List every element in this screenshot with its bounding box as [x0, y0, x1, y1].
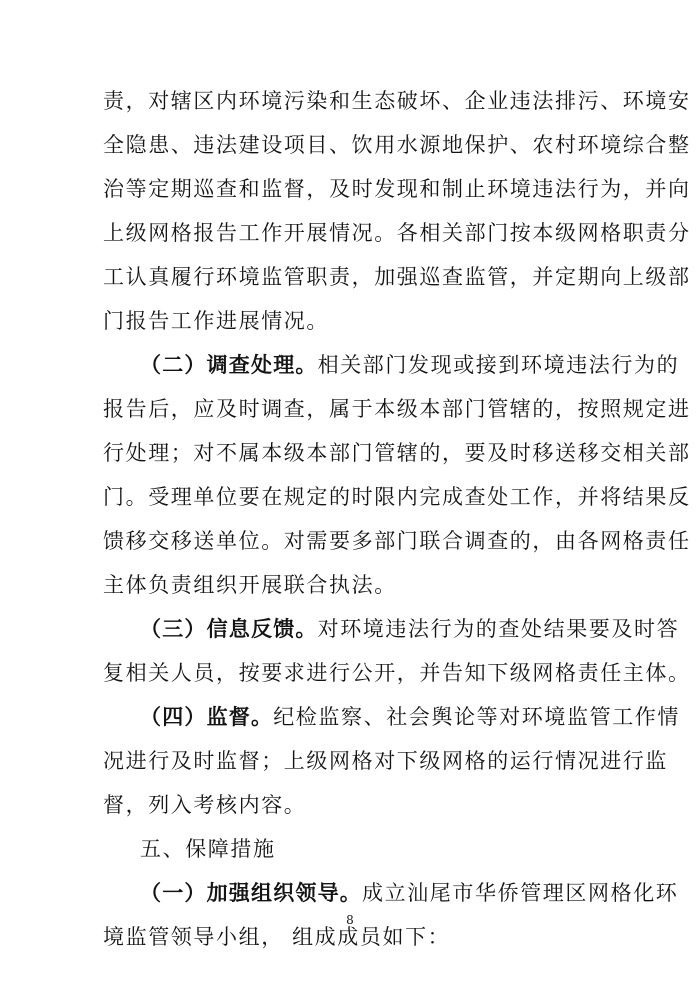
paragraph-line: 全隐患、违法建设项目、饮用水源地保护、农村环境综合整 — [103, 133, 691, 157]
paragraph-line: 复相关人员，按要求进行公开，并告知下级网格责任主体。 — [103, 661, 691, 685]
section-text: 纪检监察、社会舆论等对环境监管工作情 — [273, 705, 681, 729]
section-title-safeguards: 五、保障措施 — [140, 837, 276, 861]
section-text: 相关部门发现或接到环境违法行为的 — [317, 353, 680, 377]
paragraph-line: 门。受理单位要在规定的时限内完成查处工作，并将结果反 — [103, 485, 691, 509]
paragraph-line: 门报告工作进展情况。 — [103, 309, 329, 333]
page-number: 8 — [346, 913, 354, 927]
paragraph-line: 主体负责组织开展联合执法。 — [103, 573, 397, 597]
paragraph-line: 上级网格报告工作开展情况。各相关部门按本级网格职责分 — [103, 221, 691, 245]
section-heading-supervision: （四）监督。 — [140, 704, 274, 729]
section-text: 对环境违法行为的查处结果要及时答 — [317, 617, 680, 641]
section-heading-organization: （一）加强组织领导。 — [140, 880, 362, 905]
paragraph-line: 行处理；对不属本级本部门管辖的，要及时移送移交相关部 — [103, 441, 691, 465]
section-heading-feedback: （三）信息反馈。 — [140, 616, 318, 641]
paragraph-line: 工认真履行环境监管职责，加强巡查监管，并定期向上级部 — [103, 265, 691, 289]
section-investigation-first-line — [140, 350, 680, 380]
paragraph-line: 督，列入考核内容。 — [103, 793, 307, 817]
paragraph-line: 况进行及时监督；上级网格对下级网格的运行情况进行监 — [103, 749, 668, 773]
paragraph-line: 报告后，应及时调查，属于本级本部门管辖的，按照规定进 — [103, 397, 691, 421]
paragraph-line: 境监管领导小组， 组成成员如下： — [103, 925, 451, 949]
section-organization-first-line — [140, 878, 679, 908]
section-heading-investigation: （二）调查处理。 — [140, 352, 318, 377]
paragraph-line: 馈移交移送单位。对需要多部门联合调查的，由各网格责任 — [103, 529, 691, 553]
paragraph-line: 治等定期巡查和监督，及时发现和制止环境违法行为，并向 — [103, 177, 691, 201]
section-supervision-first-line — [140, 702, 681, 732]
section-feedback-first-line — [140, 614, 680, 644]
section-text: 成立汕尾市华侨管理区网格化环 — [362, 881, 679, 905]
paragraph-line: 责，对辖区内环境污染和生态破坏、企业违法排污、环境安 — [103, 89, 691, 113]
